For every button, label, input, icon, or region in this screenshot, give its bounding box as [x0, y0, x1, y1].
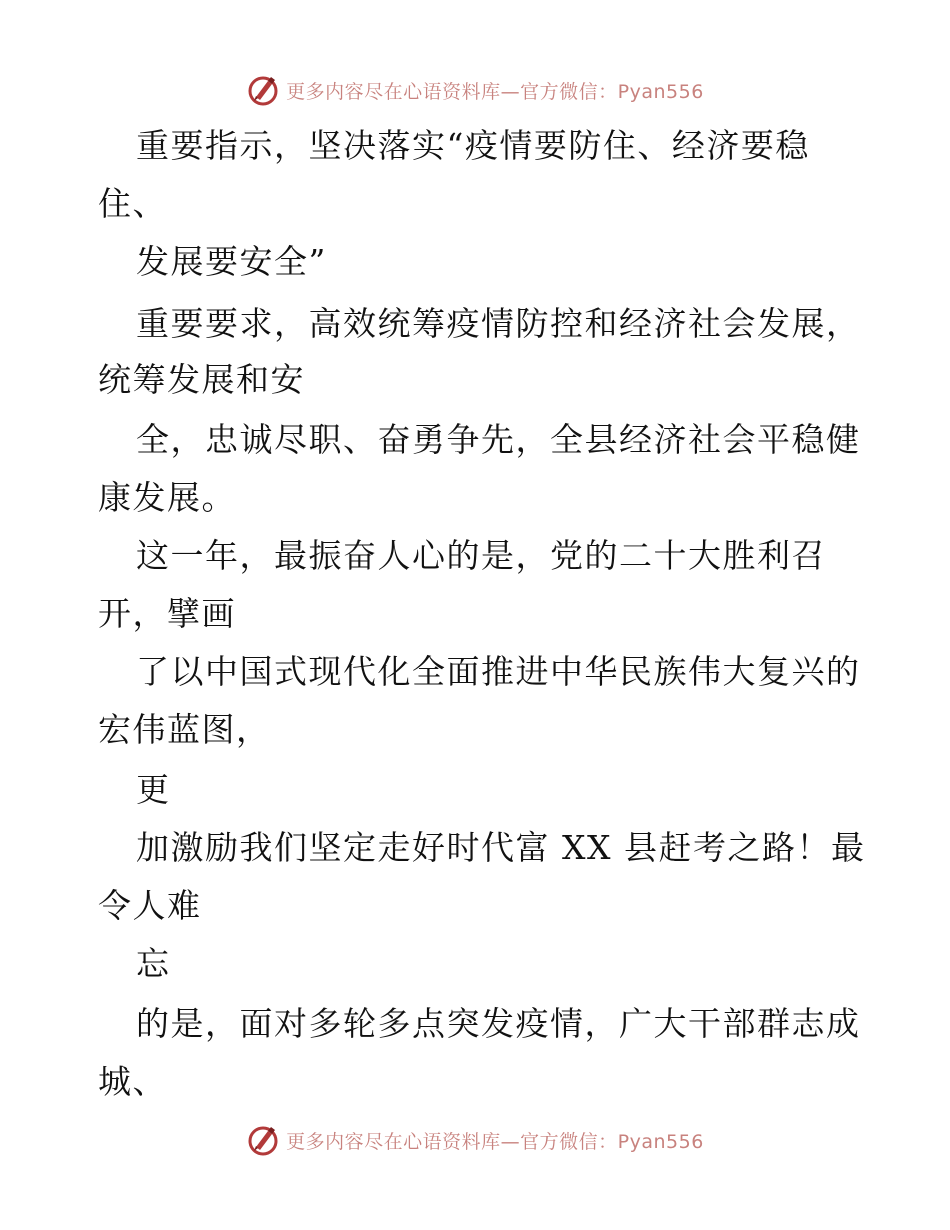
text-line: 住、 [98, 184, 167, 223]
text-line: 发展要安全” [136, 242, 327, 281]
text-line: 重要指示，坚决落实“疫情要防住、经济要稳 [136, 126, 810, 165]
logo-icon [246, 73, 280, 107]
header-banner-text: 更多内容尽在心语资料库—官方微信：Pyan556 [286, 80, 704, 103]
text-line: 统筹发展和安 [98, 360, 305, 399]
text-line: 重要要求，高效统筹疫情防控和经济社会发展， [136, 304, 861, 343]
text-line: 全，忠诚尽职、奋勇争先，全县经济社会平稳健 [136, 420, 861, 459]
footer-banner [0, 1120, 950, 1160]
text-line: 忘 [136, 944, 171, 983]
text-line: 宏伟蓝图， [98, 710, 271, 749]
text-line: 康发展。 [98, 478, 236, 517]
footer-banner-text: 更多内容尽在心语资料库—官方微信：Pyan556 [286, 1130, 704, 1153]
text-line: 更 [136, 770, 171, 809]
text-line: 城、 [98, 1062, 167, 1101]
header-banner [0, 70, 950, 110]
text-line: 加激励我们坚定走好时代富 XX 县赶考之路！最 [136, 828, 866, 867]
text-line: 这一年，最振奋人心的是，党的二十大胜利召 [136, 536, 826, 575]
text-line: 的是，面对多轮多点突发疫情，广大干部群志成 [136, 1004, 861, 1043]
text-line: 令人难 [98, 886, 202, 925]
text-line: 开，擘画 [98, 594, 236, 633]
text-line: 了以中国式现代化全面推进中华民族伟大复兴的 [136, 652, 861, 691]
logo-icon [246, 1123, 280, 1157]
